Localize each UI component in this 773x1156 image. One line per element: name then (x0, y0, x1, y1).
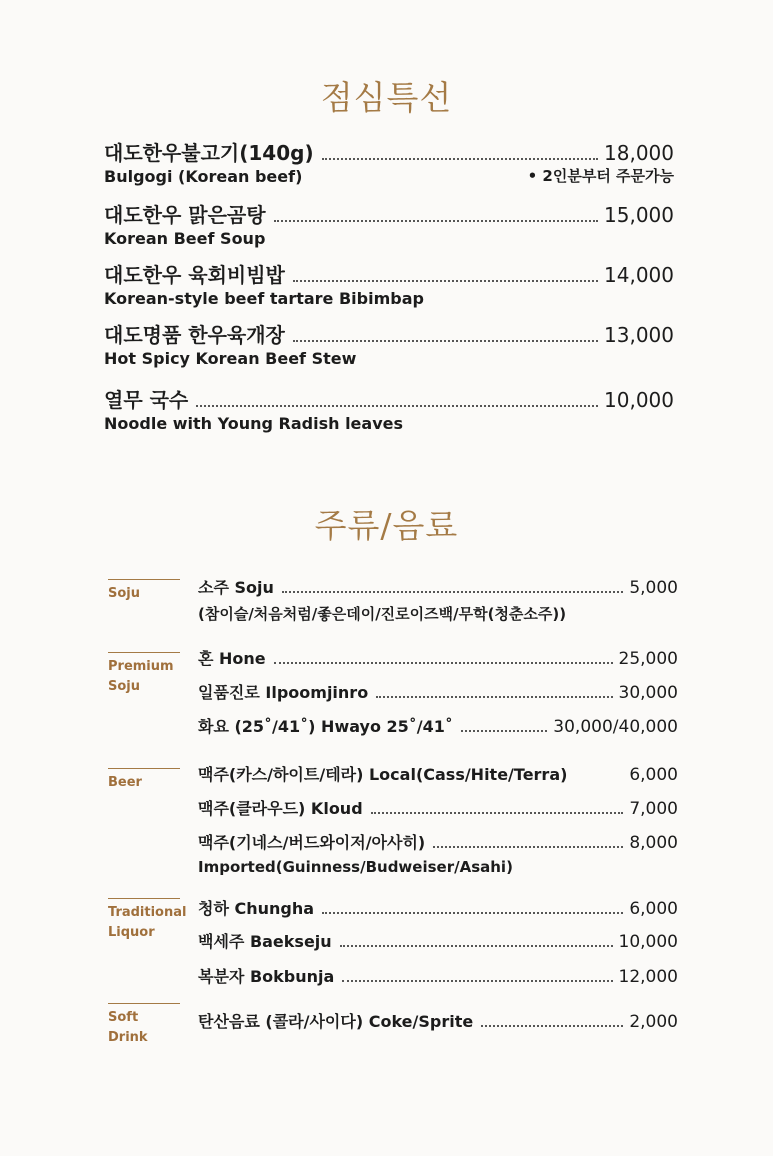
category-label: Soju (108, 586, 141, 601)
drink-item (198, 1009, 678, 1037)
dotted-leader (274, 661, 613, 664)
category-beer (108, 768, 180, 793)
lunch-item-price: 13,000 (604, 323, 674, 347)
drink-item (198, 680, 678, 708)
category-label: Premium Soju (108, 659, 174, 694)
lunch-item-english-name: Korean-style beef tartare Bibimbap (104, 289, 424, 308)
category-traditional-liquor (108, 898, 187, 943)
drink-item (198, 762, 678, 790)
drink-price: 5,000 (629, 578, 678, 598)
drink-name: 맥주(클라우드) Kloud (198, 799, 363, 818)
lunch-item-korean-name: 대도명품 한우육개장 (104, 323, 285, 347)
drink-item (198, 646, 678, 674)
lunch-item (104, 137, 674, 186)
drink-price: 30,000 (618, 683, 678, 703)
drink-price: 6,000 (629, 765, 678, 785)
lunch-item-price: 10,000 (604, 388, 674, 412)
drink-price: 12,000 (618, 967, 678, 987)
category-soft-drink (108, 1003, 180, 1048)
drink-name: 청하 Chungha (198, 899, 315, 918)
dotted-leader (371, 811, 624, 814)
lunch-item-english-name: Hot Spicy Korean Beef Stew (104, 349, 357, 368)
drink-item (198, 796, 678, 824)
lunch-item (104, 199, 674, 248)
drink-name: 혼 Hone (198, 649, 266, 668)
drink-item (198, 929, 678, 957)
dotted-leader (376, 695, 612, 698)
dotted-leader (481, 1024, 623, 1027)
drink-price: 30,000/40,000 (553, 717, 678, 737)
dotted-leader (274, 219, 598, 222)
lunch-item-price: 18,000 (604, 141, 674, 165)
dotted-leader (282, 590, 623, 593)
drink-brands: (참이슬/처음처럼/좋은데이/진로이즈백/무학(청춘소주)) (198, 605, 567, 623)
lunch-item-english-name: Noodle with Young Radish leaves (104, 414, 403, 433)
drink-price: 6,000 (629, 899, 678, 919)
drink-name: 맥주(기네스/버드와이저/아사히) (198, 833, 426, 852)
drink-name: 화요 (25˚/41˚) Hwayo 25˚/41˚ (198, 717, 453, 736)
drink-price: 10,000 (618, 932, 678, 952)
dotted-leader (340, 944, 613, 947)
drink-item (198, 964, 678, 992)
category-divider (108, 768, 180, 769)
category-label: Soft Drink (108, 1010, 148, 1045)
category-divider (108, 1003, 180, 1004)
drink-english-name: Imported(Guinness/Budweiser/Asahi) (198, 858, 513, 876)
dotted-leader (433, 845, 623, 848)
dotted-leader (293, 279, 598, 282)
lunch-item-korean-name: 대도한우불고기(140g) (104, 141, 314, 165)
category-label: Beer (108, 775, 142, 790)
drink-name: 일품진로 Ilpoomjinro (198, 683, 369, 702)
lunch-item (104, 384, 674, 433)
lunch-item-english-name: Bulgogi (Korean beef) (104, 167, 303, 186)
dotted-leader (196, 404, 598, 407)
drink-item (198, 714, 678, 742)
lunch-item-price: 14,000 (604, 263, 674, 287)
lunch-item-korean-name: 대도한우 육회비빔밥 (104, 263, 285, 287)
drink-price: 25,000 (618, 649, 678, 669)
category-divider (108, 898, 180, 899)
drink-name: 복분자 Bokbunja (198, 967, 335, 986)
dotted-leader (461, 729, 547, 732)
lunch-item-price: 15,000 (604, 203, 674, 227)
dotted-leader (322, 157, 598, 160)
drink-name: 탄산음료 (콜라/사이다) Coke/Sprite (198, 1012, 474, 1031)
lunch-item (104, 259, 674, 308)
category-soju (108, 579, 180, 604)
category-premium-soju (108, 652, 180, 697)
dotted-leader (342, 979, 612, 982)
drink-price: 8,000 (629, 833, 678, 853)
drink-item (198, 575, 678, 624)
category-divider (108, 579, 180, 580)
drinks-section-title: 주류/음료 (314, 506, 459, 545)
lunch-item (104, 319, 674, 368)
drink-price: 7,000 (629, 799, 678, 819)
drink-item (198, 830, 678, 876)
lunch-item-korean-name: 열무 국수 (104, 388, 189, 412)
category-divider (108, 652, 180, 653)
drink-price: 2,000 (629, 1012, 678, 1032)
lunch-section-title: 점심특선 (320, 78, 453, 117)
dotted-leader (573, 779, 623, 780)
dotted-leader (293, 339, 598, 342)
drink-name: 백세주 Baekseju (198, 932, 332, 951)
drink-name: 맥주(카스/하이트/테라) Local(Cass/Hite/Terra) (198, 765, 568, 784)
dotted-leader (322, 911, 623, 914)
category-label: Traditional Liquor (108, 905, 187, 940)
lunch-item-english-name: Korean Beef Soup (104, 229, 266, 248)
order-note: • 2인분부터 주문가능 (527, 167, 674, 185)
lunch-item-korean-name: 대도한우 맑은곰탕 (104, 203, 266, 227)
drink-item (198, 896, 678, 924)
drink-name: 소주 Soju (198, 578, 274, 597)
